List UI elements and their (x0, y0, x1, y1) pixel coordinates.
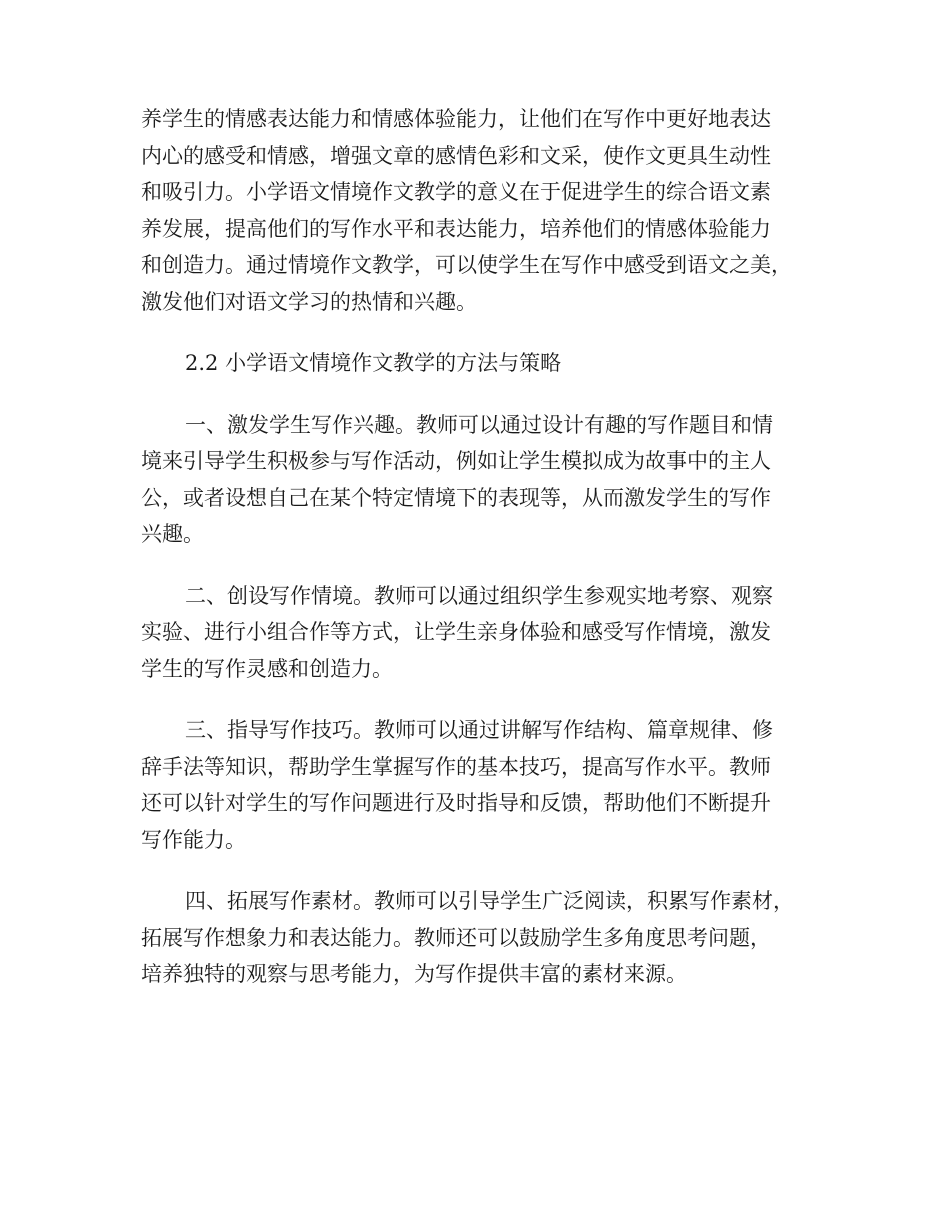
paragraph-method-4 (141, 883, 831, 993)
text-line: 学生的写作灵感和创造力。 (141, 656, 393, 681)
document-body (141, 101, 831, 1018)
text-line: 实验、进行小组合作等方式，让学生亲身体验和感受写作情境，激发 (141, 620, 771, 644)
text-line: 一、激发学生写作兴趣。教师可以通过设计有趣的写作题目和情 (185, 412, 773, 437)
text-line: 二、创设写作情境。教师可以通过组织学生参观实地考察、观察 (185, 583, 773, 608)
text-line: 养学生的情感表达能力和情感体验能力，让他们在写作中更好地表达 (141, 107, 771, 131)
text-line: 境来引导学生积极参与写作活动，例如让学生模拟成为故事中的主人 (141, 449, 771, 473)
text-line: 内心的感受和情感，增强文章的感情色彩和文采，使作文更具生动性 (141, 143, 771, 168)
text-line: 激发他们对语文学习的热情和兴趣。 (141, 289, 477, 314)
text-line: 四、拓展写作素材。教师可以引导学生广泛阅读，积累写作素材， (185, 889, 794, 913)
text-line: 写作能力。 (141, 827, 246, 852)
text-line: 培养独特的观察与思考能力，为写作提供丰富的素材来源。 (141, 962, 687, 986)
text-line: 辞手法等知识，帮助学生掌握写作的基本技巧，提高写作水平。教师 (141, 754, 771, 779)
section-heading-text: 2.2 小学语文情境作文教学的方法与策略 (185, 351, 562, 375)
text-line: 和吸引力。小学语文情境作文教学的意义在于促进学生的综合语文素 (141, 180, 771, 204)
text-line: 三、指导写作技巧。教师可以通过讲解写作结构、篇章规律、修 (185, 718, 773, 742)
paragraph-intro-continuation (141, 101, 831, 320)
text-line: 兴趣。 (141, 522, 204, 546)
text-line: 公，或者设想自己在某个特定情境下的表现等，从而激发学生的写作 (141, 485, 771, 510)
text-line: 养发展，提高他们的写作水平和表达能力，培养他们的情感体验能力 (141, 216, 771, 241)
paragraph-method-2 (141, 578, 831, 688)
section-heading (141, 345, 831, 382)
paragraph-method-3 (141, 712, 831, 858)
paragraph-method-1 (141, 407, 831, 553)
text-line: 还可以针对学生的写作问题进行及时指导和反馈，帮助他们不断提升 (141, 791, 771, 815)
text-line: 拓展写作想象力和表达能力。教师还可以鼓励学生多角度思考问题， (141, 925, 771, 950)
text-line: 和创造力。通过情境作文教学，可以使学生在写作中感受到语文之美， (141, 253, 792, 277)
